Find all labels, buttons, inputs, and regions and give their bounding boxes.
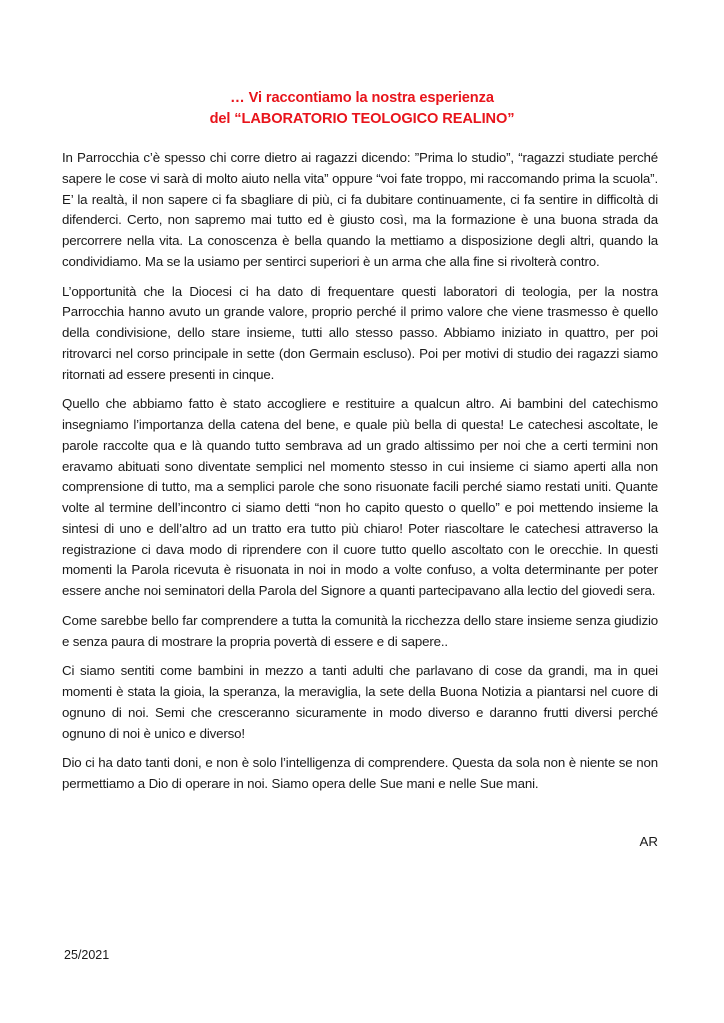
footer-date: 25/2021	[64, 948, 110, 962]
document-body	[62, 148, 658, 804]
author-signature: AR	[639, 834, 658, 849]
paragraph-6: Dio ci ha dato tanti doni, e non è solo l’intelligenza di comprendere. Questa da sola non è niente se non permettiamo a Dio di operare in noi. Siamo opera delle Sue mani e nelle Sue mani.	[62, 755, 658, 791]
paragraph-2: L’opportunità che la Diocesi ci ha dato di frequentare questi laboratori di teologia, per la nostra Parrocchia hanno avuto un grande valore, proprio perché il primo valore che viene trasmesso è quello della condivisione, dello stare insieme, tutti allo stesso passo. Abbiamo iniziato in quattro, per poi ritrovarci nel corso principale in sette (don Germain escluso). Poi per motivi di studio dei ragazzi siamo ritornati ad essere presenti in cinque.	[62, 283, 658, 382]
paragraph-4: Come sarebbe bello far comprendere a tutta la comunità la ricchezza dello stare insieme senza giudizio e senza paura di mostrare la propria povertà di essere e di sapere..	[62, 612, 658, 649]
title-line-2: del “LABORATORIO TEOLOGICO REALINO”	[209, 110, 515, 127]
title-line-1: … Vi raccontiamo la nostra esperienza	[230, 90, 494, 106]
paragraph-5: Ci siamo sentiti come bambini in mezzo a tanti adulti che parlavano di cose da grandi, ma in quei momenti è stata la gioia, la speranza, la meraviglia, la sete della Buona Notizia a piantarsi nel cuore di ognuno di noi. Semi che cresceranno sicuramente in modo diverso e daranno frutti diversi perché ognuno di noi è unico e diverso!	[62, 663, 658, 741]
paragraph-1: In Parrocchia c’è spesso chi corre dietro ai ragazzi dicendo: ”Prima lo studio”, “ragazzi studiate perché sapere le cose vi sarà di molto aiuto nella vita” oppure “voi fate troppo, mi raccomando prima la scuola”. E’ la realtà, il non sapere ci fa sbagliare di più, ci fa dubitare continuamente, ci fa sentire in difficoltà di difenderci. Certo, non sapremo mai tutto ed è giusto così, ma la formazione è una buona strada da percorrere nella vita. La conoscenza è bella quando la mettiamo a disposizione degli altri, quando la condividiamo. Ma se la usiamo per sentirci superiori è un arma che alla fine si rivolterà contro.	[62, 150, 658, 269]
document-title	[0, 88, 724, 129]
paragraph-3: Quello che abbiamo fatto è stato accogliere e restituire a qualcun altro. Ai bambini del catechismo insegniamo l’importanza della catena del bene, e quale più bella di questa! Le catechesi ascoltate, le parole raccolte qua e là quando tutto sembrava ad un grado altissimo per noi che a certi termini non eravamo abituati sono diventate semplici nel momento stesso in cui insieme ci siamo aperti alla non comprensione di tutto, ma a semplici parole che sono risuonate facili perché siamo restati uniti. Quante volte al termine dell’incontro ci siamo detti “non ho capito questo o quello” e poi mettendo insieme la sintesi di uno e dell’altro ad un tratto era tutto più chiaro! Poter riascoltare le catechesi attraverso la registrazione ci dava modo di riprendere con il cuore tutto quello ascoltato con le orecchie. In questi momenti la Parola ricevuta è risuonata in noi in modo a volte confuso, a volta determinante per poter essere anche noi seminatori della Parola del Signore a quanti partecipavano alla lectio del giovedi sera.	[62, 396, 658, 598]
